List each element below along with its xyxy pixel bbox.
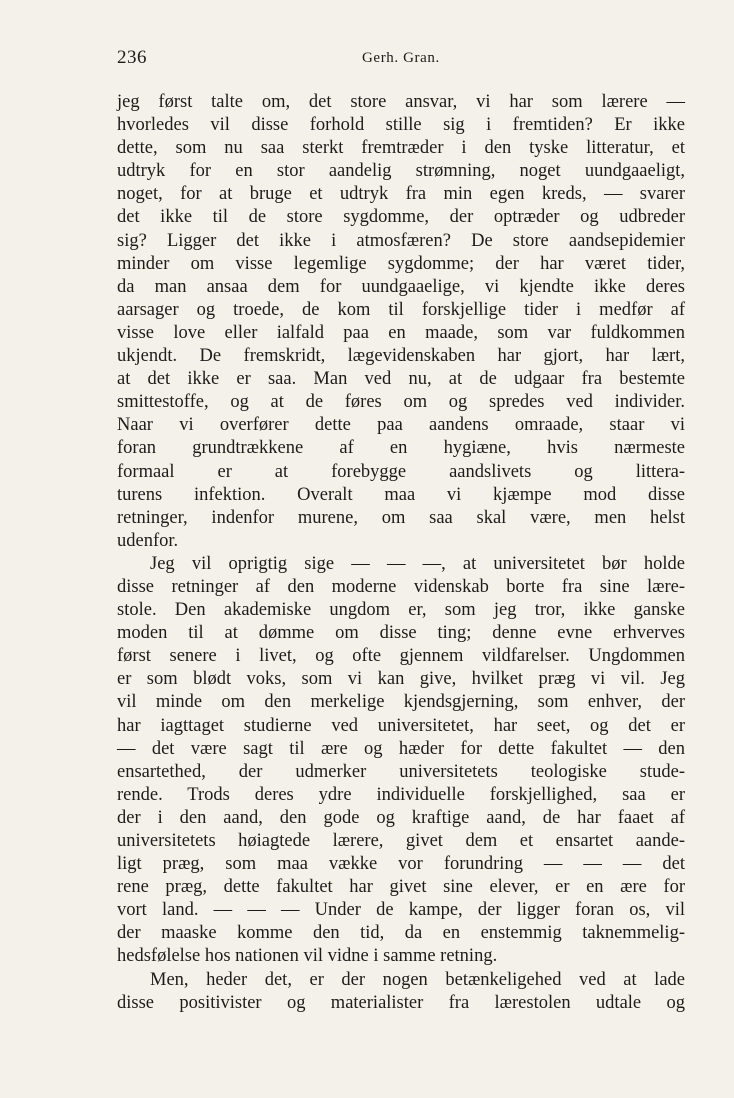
text-line: der i den aand, den gode og kraftige aand, de har faaet af <box>117 807 685 828</box>
text-line: Men, heder det, er der nogen betænkeligehed ved at lade <box>150 969 685 990</box>
text-line: hvorledes vil disse forhold stille sig i fremtiden? Er ikke <box>117 115 685 136</box>
paragraph-1 <box>117 91 685 553</box>
text-line: formaal er at forebygge aandslivets og littera- <box>117 461 685 482</box>
text-line: har iagttaget studierne ved universitetet, har seet, og det er <box>117 715 685 736</box>
text-line: er som blødt voks, som vi kan give, hvilket præg vi vil. Jeg <box>117 669 685 690</box>
text-line: jeg først talte om, det store ansvar, vi har som lærere — <box>117 92 685 112</box>
page-header <box>117 47 685 71</box>
text-line: ensartethed, der udmerker universitetets teologiske stude- <box>117 761 685 782</box>
text-line: minder om visse legemlige sygdomme; der har været tider, <box>117 253 685 274</box>
text-line: at det ikke er saa. Man ved nu, at de udgaar fra bestemte <box>117 369 685 390</box>
text-line: vil minde om den merkelige kjendsgjerning, som enhver, der <box>117 692 685 713</box>
body-text <box>117 91 685 1015</box>
paragraph-3 <box>117 969 685 1015</box>
running-head: Gerh. Gran. <box>362 50 440 66</box>
text-line: visse love eller ialfald paa en maade, som var fuldkommen <box>117 322 685 343</box>
text-line: foran grundtrækkene af en hygiæne, hvis nærmeste <box>117 438 685 459</box>
text-line: turens infektion. Overalt maa vi kjæmpe mod disse <box>117 484 685 505</box>
text-line: — det være sagt til ære og hæder for dette fakultet — den <box>117 738 685 759</box>
text-line: udtryk for en stor aandelig strømning, noget uundgaaeligt, <box>117 161 685 182</box>
text-line: ligt præg, som maa vække vor forundring — — — det <box>117 854 685 875</box>
text-line: retninger, indenfor murene, om saa skal være, men helst <box>117 507 685 528</box>
text-line: smittestoffe, og at de føres om og spredes ved individer. <box>117 392 685 413</box>
text-line: rene præg, dette fakultet har givet sine elever, er en ære for <box>117 877 685 898</box>
text-line: udenfor. <box>117 530 179 551</box>
text-line: disse retninger af den moderne videnskab borte fra sine lære- <box>117 576 685 597</box>
text-line: aarsager og troede, de kom til forskjellige tider i medfør af <box>117 299 685 320</box>
text-line: da man ansaa dem for uundgaaelige, vi kjendte ikke deres <box>117 276 685 297</box>
text-line: noget, for at bruge et udtryk fra min egen kreds, — svarer <box>117 184 685 205</box>
text-line: vort land. — — — Under de kampe, der ligger foran os, vil <box>117 900 685 921</box>
text-line: dette, som nu saa sterkt fremtræder i den tyske litteratur, et <box>117 138 685 159</box>
text-line: det ikke til de store sygdomme, der optræder og udbreder <box>117 207 685 228</box>
text-line: der maaske komme den tid, da en enstemmig taknemmelig- <box>117 923 685 944</box>
text-line: stole. Den akademiske ungdom er, som jeg tror, ikke ganske <box>117 600 685 621</box>
text-line: Jeg vil oprigtig sige — — —, at universitetet bør holde <box>150 553 685 574</box>
text-line: disse positivister og materialister fra lærestolen udtale og <box>117 992 685 1013</box>
text-line: først senere i livet, og ofte gjennem vildfarelser. Ungdommen <box>117 646 685 667</box>
page-number: 236 <box>117 47 147 68</box>
text-line: sig? Ligger det ikke i atmosfæren? De store aandsepidemier <box>117 230 685 251</box>
text-line: ukjendt. De fremskridt, lægevidenskaben har gjort, har lært, <box>117 346 685 367</box>
text-line: hedsfølelse hos nationen vil vidne i samme retning. <box>117 946 498 967</box>
text-line: rende. Trods deres ydre individuelle forskjellighed, saa er <box>117 784 685 805</box>
text-line: moden til at dømme om disse ting; denne evne erhverves <box>117 623 685 644</box>
text-line: universitetets høiagtede lærere, givet dem et ensartet aande- <box>117 831 685 851</box>
paragraph-2 <box>117 553 685 969</box>
text-line: Naar vi overfører dette paa aandens omraade, staar vi <box>117 415 685 436</box>
